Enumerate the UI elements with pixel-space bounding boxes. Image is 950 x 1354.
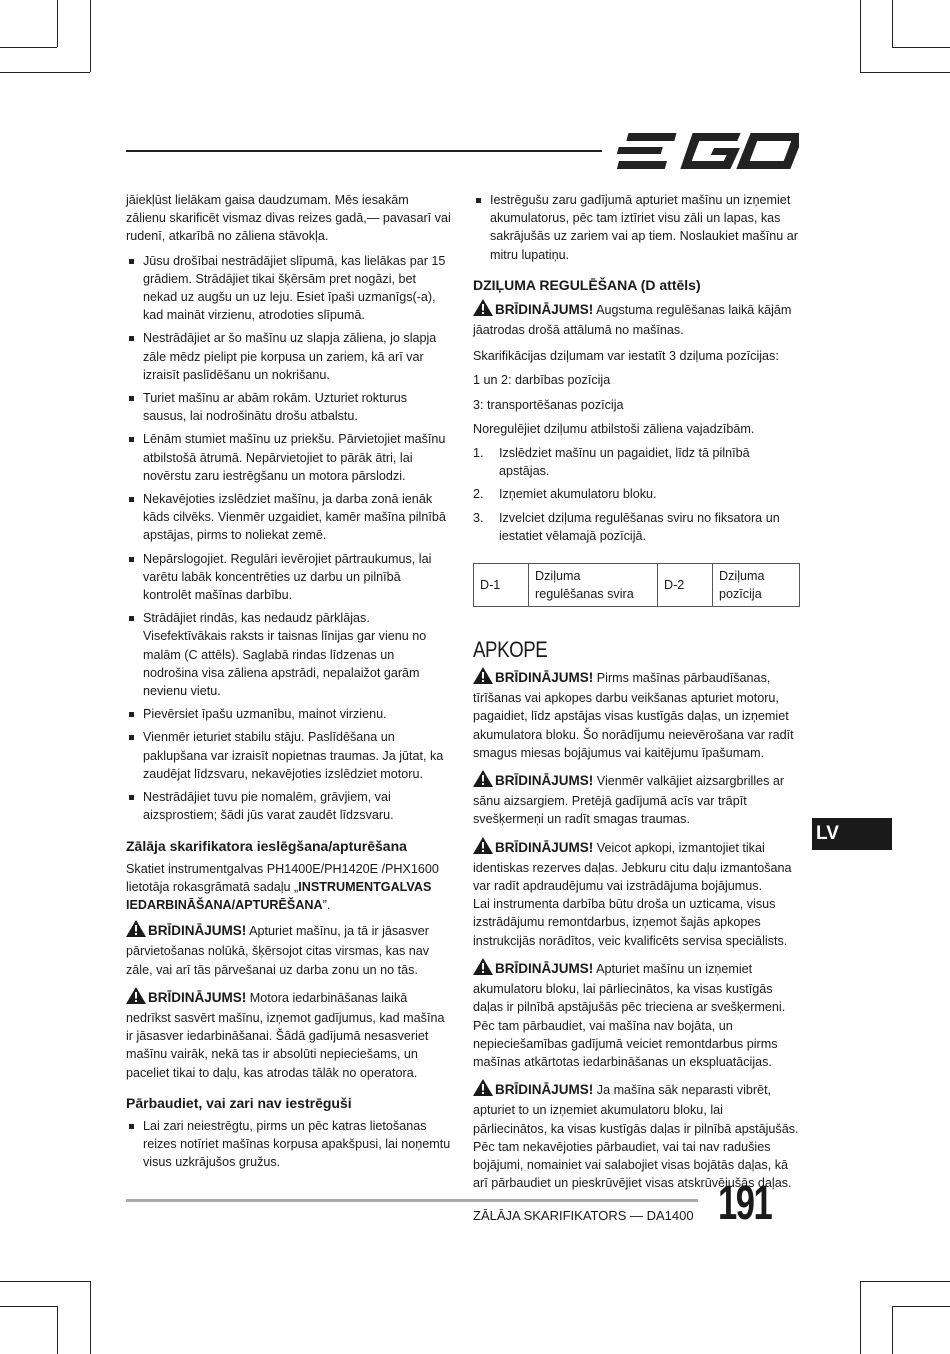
crop-mark — [0, 72, 90, 73]
table-cell: D-2 — [658, 564, 713, 607]
ego-logo — [617, 131, 799, 176]
table-cell: Dziļuma regulēšanas svira — [529, 564, 658, 607]
warning-label: BRĪDINĀJUMS! — [495, 1082, 594, 1098]
warning-paragraph: BRĪDINĀJUMS! Pirms mašīnas pārbaudīšanas, tīrīšanas vai apkopes darbu veikšanas apturiet motoru, pagaidiet, līdz apstājas visas kustīgās daļas, un izņemiet akumulatora bloku. Šo norādījumu neievērošana var radīt smagus miesas bojājumus vai kaitējumu īpašumam. — [473, 667, 800, 762]
crop-mark — [0, 1281, 90, 1282]
list-item: Lēnām stumiet mašīnu uz priekšu. Pārvietojiet mašīnu atbilstošā ātrumā. Nepārvietojiet to pārāk ātri, lai novērstu zaru iestrēgšanu un motora pārslodzi. — [126, 430, 452, 485]
crop-mark — [860, 1281, 861, 1354]
list-item: Strādājiet rindās, kas nedaudz pārklājas. Visefektīvākais raksts ir taisnas līnijas gar vienu no malām (C attēls). Saglabā rindas līdzenas un nodrošina visa zāliena apstrādi, nepalaižot garām nevienu vietu. — [126, 609, 452, 700]
crop-mark — [892, 1306, 893, 1354]
warning-triangle-icon — [473, 667, 493, 689]
warning-label: BRĪDINĀJUMS! — [148, 923, 247, 939]
list-item: Nestrādājiet ar šo mašīnu uz slapja zāliena, jo slapja zāle mēdz pielipt pie korpusa un zariem, kā arī var izraisīt paslīdēšanu un nokrišanu. — [126, 329, 452, 384]
header-rule — [126, 150, 602, 152]
warning-triangle-icon — [473, 958, 493, 980]
crop-mark — [57, 1306, 58, 1354]
crop-mark — [57, 0, 58, 47]
warning-label: BRĪDINĀJUMS! — [495, 773, 594, 789]
crop-mark — [860, 1281, 950, 1282]
crop-mark — [0, 47, 57, 48]
warning-paragraph: BRĪDINĀJUMS! Apturiet mašīnu un izņemiet akumulatoru bloku, lai pārliecinātos, ka visas kustīgās daļas ir pilnībā apstājušās pēc trieciena ar svešķermeni. Pēc tam pārbaudiet, vai mašīna nav bojāta, un nepieciešamības gadījumā veiciet remontdarbus pirms mašīnas atkārtotas iedarbināšanas un ekspluatācijas. — [473, 958, 800, 1071]
section-heading-depth: DZIĻUMA REGULĒŠANA (D attēls) — [473, 276, 701, 293]
footer-rule — [126, 1199, 698, 1202]
section-heading-check: Pārbaudiet, vai zari nav iestrēguši — [126, 1094, 352, 1111]
warning-label: BRĪDINĀJUMS! — [148, 989, 247, 1005]
list-item: Turiet mašīnu ar abām rokām. Uzturiet rokturus sausus, lai nodrošinātu drošu atbalstu. — [126, 389, 452, 425]
list-item: Nestrādājiet tuvu pie nomalēm, grāvjiem, vai aizsprostiem; šādi jūs varat zaudēt līdzsvaru. — [126, 788, 452, 824]
crop-mark — [892, 0, 893, 47]
crop-mark — [0, 1306, 57, 1307]
section-heading-maintenance: APKOPE — [473, 637, 548, 663]
safety-bullet-list — [126, 252, 452, 825]
warning-triangle-icon — [126, 987, 146, 1009]
list-item: Iestrēgušu zaru gadījumā apturiet mašīnu un izņemiet akumulatorus, pēc tam iztīriet visu zāli un lapas, kas sakrājušās uz zariem vai ap tiem. Noslaukiet mašīnu ar mitru lupatiņu. — [473, 191, 800, 264]
depth-paragraph: 1 un 2: darbības pozīcija — [473, 373, 611, 388]
page-number: 191 — [718, 1177, 772, 1230]
table-cell: Dziļuma pozīcija — [713, 564, 800, 607]
crop-mark — [860, 0, 861, 72]
list-item: 1. Izslēdziet mašīnu un pagaidiet, līdz tā pilnībā apstājas. — [473, 446, 750, 479]
right-column — [473, 191, 800, 1200]
warning-triangle-icon — [473, 837, 493, 859]
list-item: Pievērsiet īpašu uzmanību, mainot virzienu. — [126, 705, 452, 723]
depth-paragraph: Skarifikācijas dziļumam var iestatīt 3 dziļuma pozīcijas: — [473, 349, 779, 364]
footer-title: ZĀLĀJA SKARIFIKATORS — DA1400 — [473, 1208, 694, 1223]
warning-triangle-icon — [473, 299, 493, 321]
warning-triangle-icon — [126, 920, 146, 942]
depth-paragraph: 3: transportēšanas pozīcija — [473, 397, 624, 412]
warning-paragraph: BRĪDINĀJUMS! Apturiet mašīnu, ja tā ir jāsasver pārvietošanas nolūkā, šķērsojot citas virsmas, kas nav zāle, vai arī tās pārvešanai uz darba zonu un no tās. — [126, 920, 452, 979]
depth-steps-list — [473, 444, 800, 545]
list-item: Nepārslogojiet. Regulāri ievērojiet pārtraukumus, lai varētu labāk koncentrēties uz darbu un pilnībā kontrolēt mašīnas darbību. — [126, 550, 452, 605]
on-off-paragraph: Skatiet instrumentgalvas PH1400E/PH1420E /PHX1600 lietotāja rokasgrāmatā sadaļu „INSTRUMENTGALVAS IEDARBINĀŠANA/APTURĒŠANA”. — [126, 861, 439, 912]
table-row — [474, 564, 800, 607]
list-item: Jūsu drošībai nestrādājiet slīpumā, kas lielākas par 15 grādiem. Strādājiet tikai šķērsām pret nogāzi, bet nekad uz augšu un uz leju. Esiet īpaši uzmanīgs(-a), kad maināt virzienu, atrodoties slīpumā. — [126, 252, 452, 325]
list-item: Lai zari neiestrēgtu, pirms un pēc katras lietošanas reizes notīriet mašīnas korpusa apakšpusi, lai noņemtu visus uzkrājušos gružus. — [126, 1117, 452, 1172]
depth-legend-table — [473, 563, 800, 607]
warning-triangle-icon — [473, 1079, 493, 1101]
warning-paragraph: BRĪDINĀJUMS! Augstuma regulēšanas laikā kājām jāatrodas drošā attālumā no mašīnas. — [473, 299, 800, 339]
language-tab: LV — [812, 818, 892, 850]
table-cell: D-1 — [474, 564, 529, 607]
warning-paragraph: BRĪDINĀJUMS! Motora iedarbināšanas laikā nedrīkst sasvērt mašīnu, izņemot gadījumus, kad mašīna ir jāsasver iedarbināšanai. Šādā gadījumā nesasveriet mašīnu vairāk, nekā tas ir absolūti nepieciešams, un paceliet tikai to daļu, kas atrodas tālāk no operatora. — [126, 987, 452, 1082]
warning-triangle-icon — [473, 770, 493, 792]
list-item: Vienmēr ieturiet stabilu stāju. Paslīdēšana un paklupšana var izraisīt nopietnas traumas. Ja jūtat, ka zaudējat līdzsvaru, nekavējoties izslēdziet motoru. — [126, 728, 452, 783]
list-item: 2. Izņemiet akumulatoru bloku. — [473, 487, 657, 502]
crop-mark — [892, 1306, 950, 1307]
depth-paragraph: Noregulējiet dziļumu atbilstoši zāliena vajadzībām. — [473, 421, 755, 436]
check-bullet-list — [126, 1117, 452, 1172]
crop-mark — [90, 0, 91, 72]
list-item: Nekavējoties izslēdziet mašīnu, ja darba zonā ienāk kāds cilvēks. Vienmēr uzgaidiet, kamēr mašīna pilnībā apstājas, pirms to noliekat zemē. — [126, 490, 452, 545]
crop-mark — [90, 1281, 91, 1354]
warning-paragraph: BRĪDINĀJUMS! Vienmēr valkājiet aizsargbrilles ar sānu aizsargiem. Pretējā gadījumā acīs var trāpīt svešķermeņi un radīt smagas traumas. — [473, 770, 800, 829]
warning-label: BRĪDINĀJUMS! — [495, 301, 594, 317]
warning-paragraph: BRĪDINĀJUMS! Ja mašīna sāk neparasti vibrēt, apturiet to un izņemiet akumulatoru bloku, lai pārliecinātos, ka visas kustīgās daļas ir pilnībā apstājušās. Pēc tam nekavējoties pārbaudiet, vai tai nav radušies bojājumi, nomainiet vai salabojiet visas bojātās daļas, kā arī pārbaudiet un pieskrūvējiet visas atskrūvējušās daļas. — [473, 1079, 800, 1192]
warning-label: BRĪDINĀJUMS! — [495, 960, 594, 976]
intro-paragraph: jāiekļūst lielākam gaisa daudzumam. Mēs iesakām zālienu skarificēt vismaz divas reizes gadā,— pavasarī vai rudenī, atkarībā no zāliena stāvokļa. — [126, 193, 451, 244]
crop-mark — [860, 72, 950, 73]
warning-label: BRĪDINĀJUMS! — [495, 839, 594, 855]
crop-mark — [892, 47, 950, 48]
list-item: 3. Izvelciet dziļuma regulēšanas sviru no fiksatora un iestatiet vēlamajā pozīcijā. — [473, 510, 780, 543]
top-bullet-list — [473, 191, 800, 264]
warning-paragraph: BRĪDINĀJUMS! Veicot apkopi, izmantojiet tikai identiskas rezerves daļas. Jebkuru citu daļu izmantošana var radīt apdraudējumu vai izstrādājuma bojājumus. Lai instrumenta darbība būtu droša un uzticama, visus izstrādājumu remontdarbus, izņemot šajās apkopes instrukcijās norādītos, veic kvalificēts servisa speciālists. — [473, 837, 800, 950]
left-column — [126, 191, 452, 1176]
section-heading-on-off: Zālāja skarifikatora ieslēgšana/apturēšana — [126, 837, 407, 854]
warning-label: BRĪDINĀJUMS! — [495, 670, 594, 686]
